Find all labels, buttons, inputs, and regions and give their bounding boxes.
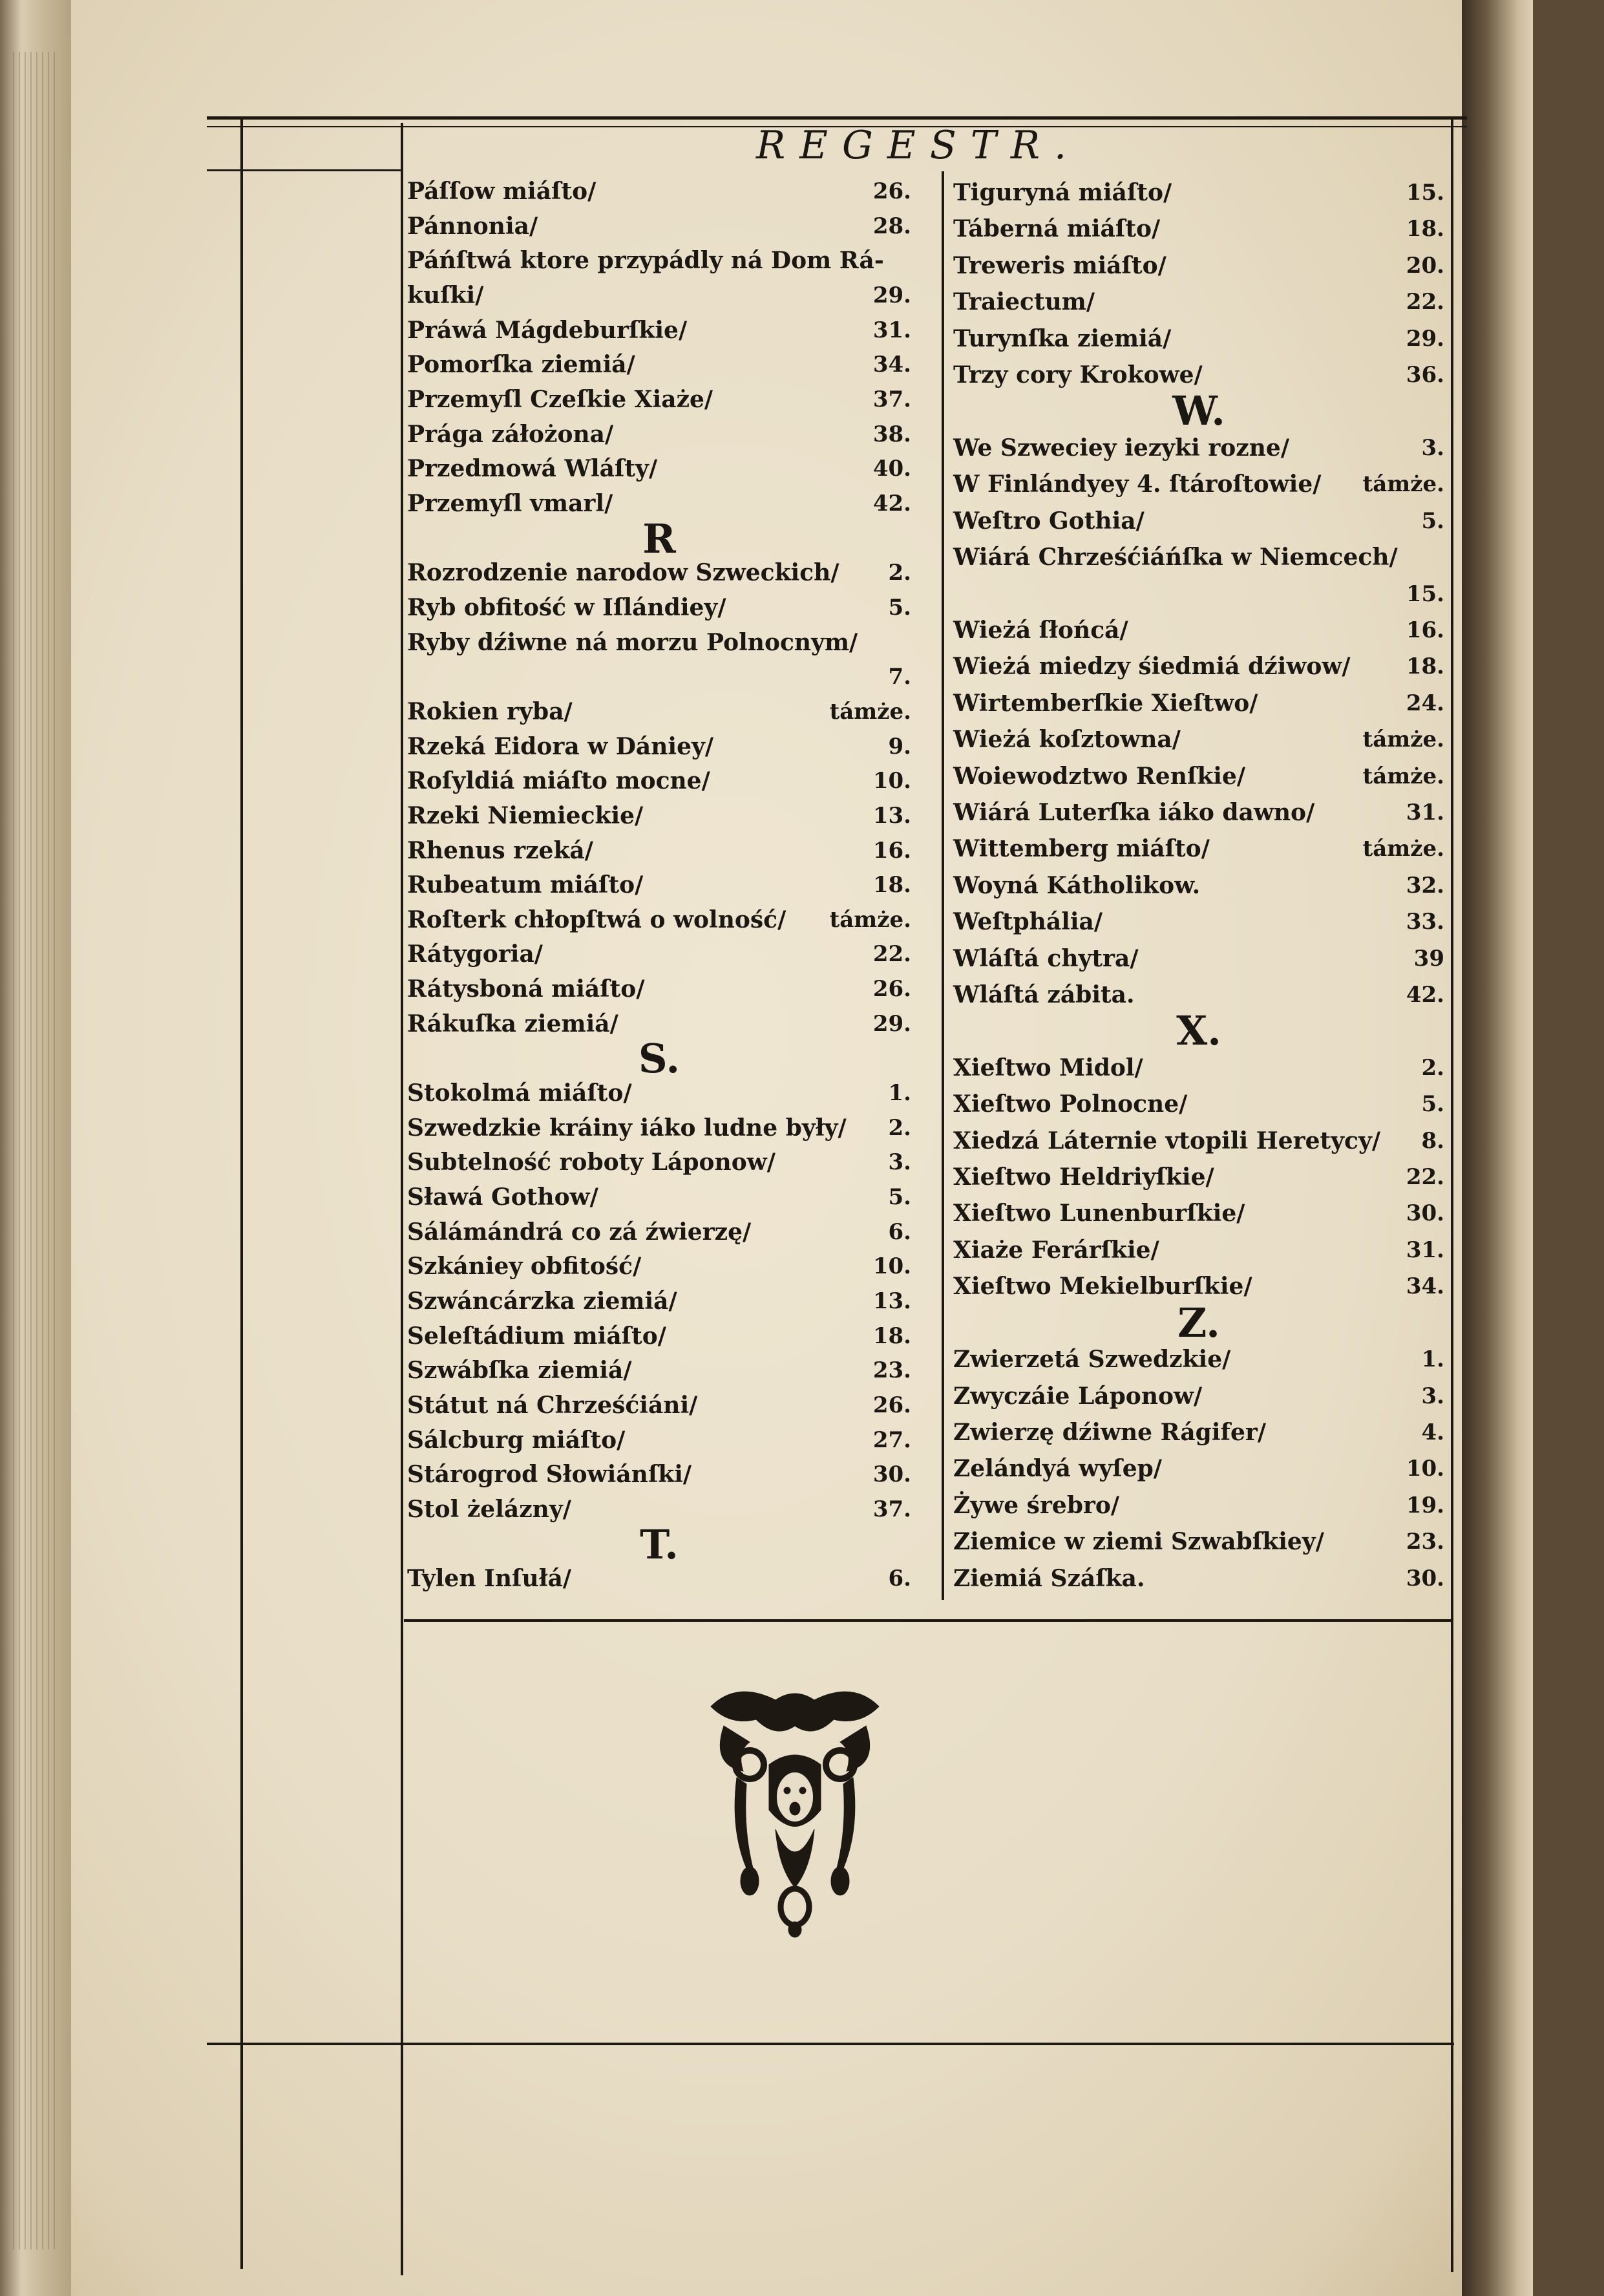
entry-label: Xieſtwo Lunenburſkie/ xyxy=(953,1200,1245,1228)
running-head: REGESTR. xyxy=(756,123,1081,168)
entry-page-number: 37. xyxy=(872,1496,911,1523)
entry-page-number: 2. xyxy=(888,560,911,586)
entry-label: Weſtro Gothia/ xyxy=(953,507,1145,535)
index-column-right xyxy=(953,175,1444,1597)
left-index-entry xyxy=(407,1180,911,1215)
entry-page-number: 1. xyxy=(888,1080,911,1107)
entry-page-number: 16. xyxy=(1406,617,1444,643)
right-index-entry xyxy=(953,904,1444,940)
entry-label: Ziemice w ziemi Szwabſkiey/ xyxy=(953,1528,1324,1556)
entry-page-number: 32. xyxy=(1406,872,1444,898)
left-index-entry xyxy=(407,418,911,452)
entry-label: Wieżá ſłońcá/ xyxy=(953,616,1128,644)
entry-page-number: 2. xyxy=(1421,1054,1444,1081)
entry-page-number: 29. xyxy=(1406,325,1444,352)
entry-page-number: 22. xyxy=(1406,289,1444,315)
entry-label: kuſki/ xyxy=(407,281,484,309)
entry-label: Stokolmá miáſto/ xyxy=(407,1079,632,1107)
entry-label: Ziemiá Száſka. xyxy=(953,1564,1145,1592)
entry-label: Wirtemberſkie Xieſtwo/ xyxy=(953,689,1258,717)
entry-label: Xieſtwo Polnocne/ xyxy=(953,1090,1188,1118)
right-index-entry xyxy=(953,648,1444,685)
left-letter-heading: R xyxy=(642,515,676,562)
entry-page-number: 38. xyxy=(872,421,911,447)
entry-page-number: támże. xyxy=(1362,836,1444,862)
entry-label: Rzeki Niemieckie/ xyxy=(407,802,644,829)
entry-label: Xiaże Ferárſkie/ xyxy=(953,1236,1159,1264)
right-index-entry xyxy=(953,430,1444,466)
left-index-entry xyxy=(407,1145,911,1180)
left-index-entry xyxy=(407,383,911,418)
entry-page-number: 42. xyxy=(1406,982,1444,1008)
left-index-entry xyxy=(407,1249,911,1284)
entry-page-number: 28. xyxy=(872,213,911,239)
entry-label: Práwá Mágdeburſkie/ xyxy=(407,316,688,344)
left-index-entry xyxy=(407,1076,911,1111)
entry-label: We Szweciey iezyki rozne/ xyxy=(953,434,1289,462)
entry-label: Zwyczáie Láponow/ xyxy=(953,1382,1203,1410)
entry-page-number: 5. xyxy=(1421,507,1444,534)
entry-page-number: 13. xyxy=(872,802,911,829)
entry-label: Traiectum/ xyxy=(953,288,1095,316)
entry-label: Szwedzkie kráiny iáko ludne były/ xyxy=(407,1114,847,1142)
right-index-entry xyxy=(953,1341,1444,1377)
entry-page-number: 10. xyxy=(872,768,911,794)
entry-page-number: 30. xyxy=(1406,1200,1444,1227)
entry-page-number: 19. xyxy=(1406,1492,1444,1518)
entry-page-number: 40. xyxy=(872,456,911,482)
entry-label: Stárogrod Słowiánſki/ xyxy=(407,1461,692,1489)
entry-page-number: 26. xyxy=(872,976,911,1003)
entry-label: Páſſow miáſto/ xyxy=(407,178,596,205)
right-index-entry xyxy=(953,1123,1444,1159)
entry-page-number: 3. xyxy=(1421,1383,1444,1409)
entry-label: Rátygoria/ xyxy=(407,941,543,968)
right-index-entry xyxy=(953,539,1444,575)
left-index-entry xyxy=(407,972,911,1007)
right-index-entry xyxy=(953,211,1444,247)
right-index-entry xyxy=(953,685,1444,721)
entry-label: Wittemberg miáſto/ xyxy=(953,835,1210,863)
entry-label: Páńſtwá ktore przypádly ná Dom Rá- xyxy=(407,247,884,275)
entry-page-number: 23. xyxy=(1406,1529,1444,1555)
entry-page-number: 18. xyxy=(872,1323,911,1349)
right-letter-heading: X. xyxy=(1176,1007,1221,1055)
entry-label: Xiedzá Láternie vtopili Heretycy/ xyxy=(953,1127,1381,1154)
entry-page-number: támże. xyxy=(1362,471,1444,498)
entry-page-number: 6. xyxy=(888,1218,911,1245)
left-index-entry xyxy=(407,660,911,695)
entry-label: Tylen Inſułá/ xyxy=(407,1565,572,1593)
entry-label: Xieſtwo Mekielburſkie/ xyxy=(953,1273,1252,1301)
right-index-entry xyxy=(953,1487,1444,1524)
entry-page-number: 5. xyxy=(1421,1091,1444,1118)
entry-label: Státut ná Chrześćiáni/ xyxy=(407,1392,698,1419)
frame-top-rule xyxy=(207,116,1467,120)
left-index-entry xyxy=(407,1284,911,1319)
left-index-entry xyxy=(407,764,911,799)
right-index-entry xyxy=(953,321,1444,357)
entry-page-number: 13. xyxy=(872,1288,911,1315)
entry-label: Weſtphália/ xyxy=(953,908,1103,936)
entry-page-number: 4. xyxy=(1421,1419,1444,1445)
entry-label: Przemyſl vmarl/ xyxy=(407,489,613,517)
entry-page-number: 5. xyxy=(888,1184,911,1211)
left-index-entry xyxy=(407,937,911,972)
entry-label: Seleſtádium miáſto/ xyxy=(407,1322,666,1350)
entry-page-number: támże. xyxy=(829,698,911,725)
right-index-entry xyxy=(953,612,1444,648)
right-index-entry xyxy=(953,175,1444,211)
entry-page-number: 22. xyxy=(1406,1164,1444,1191)
entry-label: Zwierzę dźiwne Rágifer/ xyxy=(953,1418,1267,1446)
entry-page-number: támże. xyxy=(1362,727,1444,753)
left-index-entry xyxy=(407,868,911,903)
entry-page-number: 20. xyxy=(1406,252,1444,279)
left-index-entry xyxy=(407,695,911,730)
entry-label: Wláſtá zábita. xyxy=(953,981,1135,1009)
entry-page-number: 10. xyxy=(1406,1456,1444,1482)
left-index-entry xyxy=(407,1111,911,1146)
entry-page-number: 2. xyxy=(888,1114,911,1141)
entry-label: Subtelność roboty Láponow/ xyxy=(407,1149,776,1176)
left-letter-heading: T. xyxy=(640,1520,679,1568)
left-index-entry xyxy=(407,1423,911,1458)
entry-label: Roſyldiá miáſto mocne/ xyxy=(407,767,710,795)
entry-label: Rákuſka ziemiá/ xyxy=(407,1010,618,1037)
entry-label: Ryb obfitość w Iſlándiey/ xyxy=(407,593,726,621)
entry-page-number: 22. xyxy=(872,941,911,968)
entry-page-number: 34. xyxy=(1406,1273,1444,1300)
frame-head-rule xyxy=(207,169,401,171)
entry-label: Rzeká Eidora w Dániey/ xyxy=(407,732,714,760)
index-column-left xyxy=(407,175,911,1597)
frame-bottom-text-rule xyxy=(404,1619,1451,1622)
left-index-entry xyxy=(407,1388,911,1423)
entry-label: Pánnonia/ xyxy=(407,212,538,240)
entry-label: Sálámándrá co zá źwierzę/ xyxy=(407,1218,752,1246)
right-index-entry xyxy=(953,941,1444,977)
entry-label: Szwábſka ziemiá/ xyxy=(407,1357,632,1385)
right-index-entry xyxy=(953,1378,1444,1414)
entry-page-number: 10. xyxy=(872,1253,911,1280)
entry-page-number: 18. xyxy=(1406,216,1444,242)
entry-label: Wiárá Luterſka iáko dawno/ xyxy=(953,798,1315,826)
entry-label: Trzy cory Krokowe/ xyxy=(953,361,1203,389)
left-index-entry xyxy=(407,834,911,869)
entry-label: Rubeatum miáſto/ xyxy=(407,871,644,899)
left-index-entry xyxy=(407,556,911,591)
entry-page-number: 36. xyxy=(1406,362,1444,388)
entry-page-number: 29. xyxy=(872,282,911,308)
entry-page-number: 39 xyxy=(1413,945,1444,972)
frame-column-divider xyxy=(942,171,944,1600)
entry-page-number: 34. xyxy=(872,352,911,378)
frame-left-outer xyxy=(240,116,243,2269)
left-letter-heading: S. xyxy=(638,1035,681,1083)
entry-label: Turynſka ziemiá/ xyxy=(953,324,1172,352)
entry-label: Sławá Gothow/ xyxy=(407,1184,598,1211)
right-index-entry xyxy=(953,1195,1444,1231)
entry-page-number: támże. xyxy=(1362,763,1444,789)
entry-label: Rátysboná miáſto/ xyxy=(407,975,645,1003)
right-index-entry xyxy=(953,503,1444,539)
entry-page-number: 1. xyxy=(1421,1346,1444,1373)
entry-label: Tiguryná miáſto/ xyxy=(953,179,1172,206)
entry-label: Táberná miáſto/ xyxy=(953,215,1161,243)
left-index-entry xyxy=(407,452,911,487)
entry-label: Xieſtwo Heldriyſkie/ xyxy=(953,1164,1214,1191)
right-letter-heading: Z. xyxy=(1177,1299,1220,1346)
entry-label: Rozrodzenie narodow Szweckich/ xyxy=(407,559,839,587)
right-index-entry xyxy=(953,1560,1444,1597)
entry-label: Rhenus rzeká/ xyxy=(407,836,593,864)
right-index-entry xyxy=(953,758,1444,794)
left-index-entry xyxy=(407,591,911,626)
frame-left-inner xyxy=(401,123,403,2275)
entry-label: W Finlándyey 4. ſtároſtowie/ xyxy=(953,471,1322,498)
right-index-entry xyxy=(953,1451,1444,1487)
entry-page-number: 5. xyxy=(888,594,911,621)
left-index-entry xyxy=(407,1319,911,1354)
entry-label: Wláſtá chytra/ xyxy=(953,944,1139,972)
right-index-entry xyxy=(953,1232,1444,1268)
entry-page-number: 30. xyxy=(1406,1565,1444,1591)
right-index-entry xyxy=(953,794,1444,831)
right-index-entry xyxy=(953,1159,1444,1195)
left-index-entry xyxy=(407,209,911,244)
right-index-entry xyxy=(953,867,1444,904)
entry-page-number: 42. xyxy=(872,490,911,516)
left-index-entry xyxy=(407,626,911,661)
right-index-entry xyxy=(953,466,1444,502)
page-edges xyxy=(13,52,58,2249)
entry-page-number: 23. xyxy=(872,1357,911,1384)
right-index-entry xyxy=(953,248,1444,284)
right-index-entry xyxy=(953,1524,1444,1560)
left-index-entry xyxy=(407,314,911,348)
entry-page-number: 3. xyxy=(1421,434,1444,461)
entry-label: Szkániey obfitość/ xyxy=(407,1253,642,1281)
entry-label: Ryby dźiwne ná morzu Polnocnym/ xyxy=(407,628,858,656)
right-index-entry xyxy=(953,721,1444,758)
entry-page-number: 15. xyxy=(1406,580,1444,607)
left-index-entry xyxy=(407,1562,911,1597)
left-index-entry xyxy=(407,730,911,765)
binding-gutter xyxy=(1462,0,1533,2296)
entry-page-number: 18. xyxy=(872,872,911,898)
right-index-entry xyxy=(953,1086,1444,1122)
entry-label: Wieżá koſztowna/ xyxy=(953,726,1181,754)
entry-page-number: 9. xyxy=(888,733,911,760)
left-index-entry xyxy=(407,903,911,938)
entry-label: Pomorſka ziemiá/ xyxy=(407,351,635,379)
entry-label: Szwáncárzka ziemiá/ xyxy=(407,1288,677,1315)
right-index-entry xyxy=(953,1414,1444,1451)
left-index-entry xyxy=(407,1458,911,1493)
entry-label: Wieżá miedzy śiedmiá dźiwow/ xyxy=(953,653,1351,681)
book-edge xyxy=(0,0,71,2296)
right-index-entry xyxy=(953,1050,1444,1086)
entry-page-number: 33. xyxy=(1406,909,1444,935)
entry-label: Prága záłożona/ xyxy=(407,420,614,448)
frame-bottom-rule xyxy=(207,2043,1454,2045)
entry-label: Przedmowá Wláſty/ xyxy=(407,455,658,483)
entry-label: Zelándyá wyſep/ xyxy=(953,1455,1162,1483)
entry-label: Woyná Kátholikow. xyxy=(953,871,1201,899)
entry-page-number: 6. xyxy=(888,1566,911,1592)
entry-page-number: 31. xyxy=(1406,1237,1444,1263)
entry-page-number: 16. xyxy=(872,837,911,864)
entry-page-number: 37. xyxy=(872,386,911,412)
entry-page-number: támże. xyxy=(829,906,911,933)
left-index-entry xyxy=(407,799,911,834)
entry-label: Żywe śrebro/ xyxy=(953,1491,1120,1519)
entry-page-number: 3. xyxy=(888,1149,911,1176)
left-index-entry xyxy=(407,348,911,383)
left-index-entry xyxy=(407,1215,911,1250)
entry-label: Wiárá Chrześćiáńſka w Niemcech/ xyxy=(953,544,1398,571)
frame-right xyxy=(1451,120,1453,2272)
entry-page-number: 24. xyxy=(1406,690,1444,716)
entry-page-number: 29. xyxy=(872,1010,911,1037)
entry-page-number: 8. xyxy=(1421,1127,1444,1154)
right-letter-heading: W. xyxy=(1172,387,1225,435)
entry-label: Zwierzetá Szwedzkie/ xyxy=(953,1346,1231,1374)
entry-page-number: 18. xyxy=(1406,654,1444,680)
entry-label: Xieſtwo Midol/ xyxy=(953,1054,1143,1081)
entry-label: Sálcburg miáſto/ xyxy=(407,1426,626,1454)
entry-label: Stol żelázny/ xyxy=(407,1496,571,1524)
left-index-entry xyxy=(407,244,911,279)
grotesque-mask-ornament-icon xyxy=(698,1681,892,1939)
left-index-entry xyxy=(407,175,911,209)
entry-page-number: 31. xyxy=(872,317,911,343)
right-index-entry xyxy=(953,831,1444,867)
left-index-entry xyxy=(407,1354,911,1388)
entry-page-number: 15. xyxy=(1406,180,1444,206)
entry-page-number: 26. xyxy=(872,1392,911,1419)
entry-label: Przemyſl Czeſkie Xiaże/ xyxy=(407,385,713,413)
right-index-entry xyxy=(953,284,1444,320)
right-index-entry xyxy=(953,576,1444,612)
entry-page-number: 7. xyxy=(888,664,911,690)
entry-page-number: 31. xyxy=(1406,799,1444,825)
entry-page-number: 27. xyxy=(872,1427,911,1453)
entry-page-number: 30. xyxy=(872,1462,911,1488)
entry-label: Woiewodztwo Renſkie/ xyxy=(953,762,1246,790)
entry-label: Treweris miáſto/ xyxy=(953,251,1166,279)
left-index-entry xyxy=(407,279,911,314)
entry-page-number: 26. xyxy=(872,178,911,204)
entry-label: Rokien ryba/ xyxy=(407,697,573,725)
entry-label: Roſterk chłopſtwá o wolność/ xyxy=(407,906,786,933)
